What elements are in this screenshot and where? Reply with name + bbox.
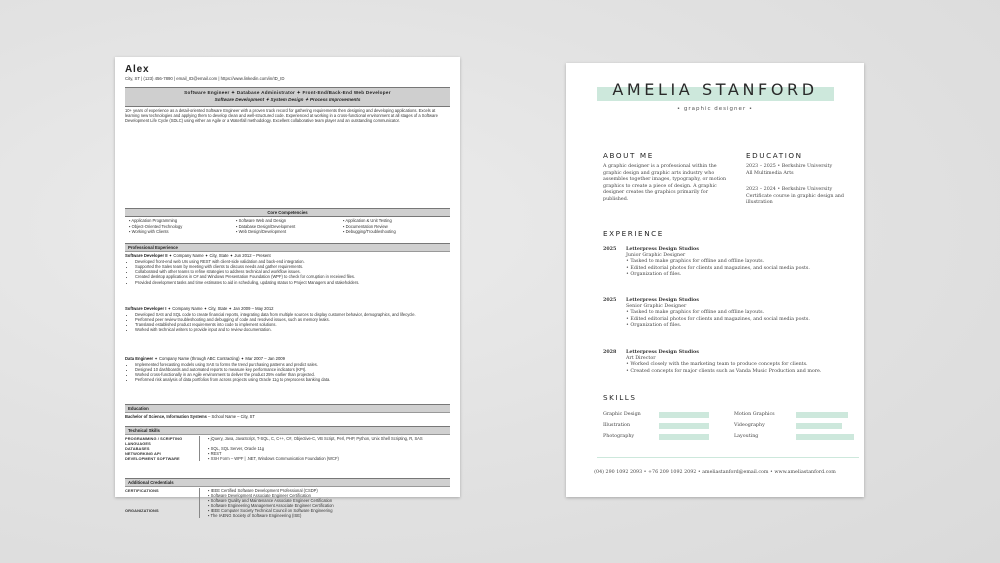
skill-label: DATABASES: [125, 446, 150, 451]
certification-item: ▪ Software Quality and Maintenance Associate Engineer Certification: [208, 498, 450, 503]
summary: 10+ years of experience as a detail-oriented Software Engineer with a proven track record for gathering requirements then designing and developing applications. Excels at learning new technologies and applying them to develop clean and well-structured code. Experienced at working in a cross-functional environment at all stages of a Software Development Life Cycle (SDLC) using either an Agile or a Waterfall methodology. Excellent collaborative team player and an outstanding communicator.: [125, 108, 438, 124]
skill-name: Graphic Design: [603, 412, 641, 417]
job-bullet: • Worked with technical writers to provide input and to review documentation.: [135, 327, 450, 332]
job-bullet: • Organization of files.: [626, 323, 682, 329]
resume-right: [566, 63, 864, 497]
job-title: Junior Graphic Designer: [626, 252, 686, 258]
competencies-heading: Core Competencies: [267, 210, 308, 215]
skill-bar: [659, 423, 709, 429]
certification-item: ▪ Software Development Associate Engineer Certification: [208, 493, 450, 498]
job-company: Letterpress Design Studios: [626, 349, 699, 355]
education-heading: EDUCATION: [746, 151, 803, 160]
resume-role: • graphic designer •: [676, 106, 754, 112]
organization-item: ▪ The IAENG Society of Software Engineering (ISE): [208, 513, 450, 518]
skill-bar: [659, 412, 709, 418]
title-line-1: Software Engineer ✦ Database Administrator ✦ Front-End/Back-End Web Developer: [184, 90, 391, 95]
skill-value: ▪ XSH Form – WPF | .NET, Windows Communication Foundation (WCF): [208, 456, 450, 461]
job-year: 2028: [603, 349, 617, 355]
resume-name: Alex: [125, 64, 150, 75]
job-bullet: • Organization of files.: [626, 272, 682, 278]
skill-name: Motion Graphics: [734, 412, 775, 417]
job-year: 2025: [603, 246, 617, 252]
skill-bar: [659, 434, 709, 440]
education-years: 2023 – 2025 • Berkshire University: [746, 164, 833, 169]
skill-name: Illustration: [603, 423, 631, 428]
job-meta: ✦ Company Name ✦ City, State ✦ Jan 2009 – May 2012: [166, 306, 274, 311]
competency-item: ▪ Database Design/Development: [236, 224, 343, 229]
job-title: Data Engineer: [125, 356, 154, 361]
job-entry: [125, 253, 450, 285]
skill-name: Photography: [603, 434, 635, 439]
job-title: Software Developer I: [125, 306, 167, 311]
skill-row: [125, 456, 450, 461]
education-entry: [125, 414, 450, 419]
skill-value: ▪ REST: [208, 451, 450, 456]
skill-value: ▪ jQuery, Java, JavaScript, T-SQL, C, C++, C#, Objective-C, VB Script, Perl, PHP, Python, Unix Shell Scripting, R, SAS: [208, 436, 450, 441]
certification-item: ▪ Software Engineering Management Associate Engineer Certification: [208, 503, 450, 508]
skill-label: DEVELOPMENT SOFTWARE: [125, 456, 180, 461]
skills-table: [125, 436, 450, 461]
certification-item: ▪ IEEE Certified Software Development Professional (CSDP): [208, 488, 450, 493]
job-bullet: • Performed peer review troubleshooting and debugging of code and resolved issues, such as memory leaks.: [135, 317, 450, 322]
credential-row: [125, 488, 450, 508]
contact-footer: (04) 290 1092 2093 • +76 209 1092 2092 • ameliastanford@email.com • www.ameliastanford.com: [594, 470, 836, 475]
experience-heading: Professional Experience: [125, 243, 450, 252]
competency-item: ▪ Debugging/Troubleshooting: [343, 229, 450, 234]
education-detail: Certificate course in graphic design and illustration: [746, 193, 844, 206]
job-title: Senior Graphic Designer: [626, 303, 687, 309]
skill-bar: [796, 412, 848, 418]
skill-label: PROGRAMMING / SCRIPTING LANGUAGES: [125, 436, 183, 446]
resume-left: [115, 57, 460, 518]
title-band: [125, 87, 450, 107]
job-bullet: • Developed front-end web UIs using REST with client-side validation and back-end integration.: [135, 259, 450, 264]
about-heading: ABOUT ME: [603, 151, 654, 160]
job-company: Letterpress Design Studios: [626, 297, 699, 303]
education-list: [746, 164, 858, 207]
skills-heading: SKILLS: [603, 393, 637, 402]
job-bullet: • Tasked to make graphics for offline and offline layouts.: [626, 259, 765, 265]
job-bullet: • Edited editorial photos for clients and magazines, and social media posts.: [626, 316, 810, 322]
job-bullet: • Performed risk analysis of data portfolios from across projects using Oracle 11g to preprocess banking data.: [135, 377, 450, 382]
education-detail: All Multimedia Arts: [746, 170, 794, 176]
skill-row: [125, 436, 450, 446]
job-bullet: • Worked closely with the marketing team to produce concepts for clients.: [626, 362, 808, 368]
footer-divider: [597, 457, 859, 458]
competency-item: ▪ Working with Clients: [129, 229, 236, 234]
competency-item: ▪ Application & Unit Testing: [343, 218, 450, 223]
degree: Bachelor of Science, Information Systems: [125, 414, 207, 419]
job-bullet: • Created desktop applications in C# and Windows Presentation Foundation (WPF) to check for corruption in received files.: [135, 274, 450, 279]
job-meta: ✦ Company Name ✦ City, State ✦ Jun 2012 – Present: [167, 253, 271, 258]
education-heading: Education: [125, 404, 450, 413]
job-meta: ✦ Company Name (through ABC Contracting) ✦ Mar 2007 – Jan 2009: [153, 356, 285, 361]
job-bullet: • Collaborated with other teams to refine strategies to address technical and workflow issues.: [135, 269, 450, 274]
organizations-label: ORGANIZATIONS: [125, 508, 159, 513]
job-bullet: • Created concepts for major clients such as Vanda Music Production and more.: [626, 368, 822, 374]
title-line-2: Software Development ✦ System Design ✦ Process Improvements: [214, 97, 361, 102]
job-bullet: • Supported the Sales team by meeting with clients to discuss needs and gather requirements.: [135, 264, 450, 269]
job-bullet: • Edited editorial photos for clients and magazines, and social media posts.: [626, 265, 810, 271]
competency-item: ▪ Application Programming: [129, 218, 236, 223]
credentials-table: [125, 488, 450, 518]
credentials-heading: Additional Credentials: [125, 478, 450, 487]
job-title: Art Director: [626, 355, 656, 361]
job-entry: [125, 356, 450, 383]
skill-name: Videography: [734, 423, 765, 428]
skills-heading: Technical Skills: [125, 426, 450, 435]
skill-name: Layouting: [734, 434, 759, 439]
skill-bar: [796, 423, 842, 429]
job-bullet: • Designed 10 dashboards and automated reports to measure key performance indicators (KPI).: [135, 367, 450, 372]
job-bullet: • Implemented forecasting models using SAS to forms the trend purchasing patterns and predict sales.: [135, 362, 450, 367]
competency-item: ▪ Web Design/Development: [236, 229, 343, 234]
resume-name: AMELIA STANFORD: [612, 80, 818, 99]
school: – School Name – City, ST: [206, 414, 255, 419]
about-text: A graphic designer is a professional within the graphic design and graphic arts industry who assembles together images, typography, or motion graphics to create a piece of design. A graphic designer creates the graphics primarily for published.: [603, 164, 727, 202]
competencies-band: [125, 208, 450, 217]
job-year: 2025: [603, 297, 617, 303]
skill-value: ▪ SQL, SQL Server, Oracle 11g: [208, 446, 450, 451]
job-entry: [125, 306, 450, 333]
job-bullet: • Tasked to make graphics for offline and offline layouts.: [626, 310, 765, 316]
skill-label: NETWORKING API: [125, 451, 161, 456]
job-bullet: • Translated established product requirements into code to implement solutions.: [135, 322, 450, 327]
job-company: Letterpress Design Studios: [626, 246, 699, 252]
organization-item: ▪ IEEE Computer Society Technical Council on Software Engineering: [208, 508, 450, 513]
job-bullet: • Developed SAS and SQL code to create financial reports, integrating data from multiple sources to display customer behavior, demographics, and lifecycle.: [135, 312, 450, 317]
competency-item: ▪ Documentation Review: [343, 224, 450, 229]
certifications-label: CERTIFICATIONS: [125, 488, 159, 493]
job-bullet: • Worked cross-functionally in an Agile environment to deliver the product 25% earlier than projected.: [135, 372, 450, 377]
competency-item: ▪ Object-Oriented Technology: [129, 224, 236, 229]
contact-line: City, ST | (123) 456-7890 | email_ID@email.com | https://www.linkedin.com/in/ID_ID: [125, 76, 285, 81]
competencies-grid: [129, 218, 450, 234]
job-bullet: • Provided development tasks and time estimates to aid in scheduling, updating status to Project Managers and stakeholders.: [135, 280, 450, 285]
job-title: Software Developer II: [125, 253, 168, 258]
education-years: 2023 – 2024 • Berkshire University: [746, 187, 833, 193]
skill-bar: [796, 434, 854, 440]
competency-item: ▪ Software Web and Design: [236, 218, 343, 223]
credential-row: [125, 508, 450, 518]
experience-heading: EXPERIENCE: [603, 229, 664, 238]
